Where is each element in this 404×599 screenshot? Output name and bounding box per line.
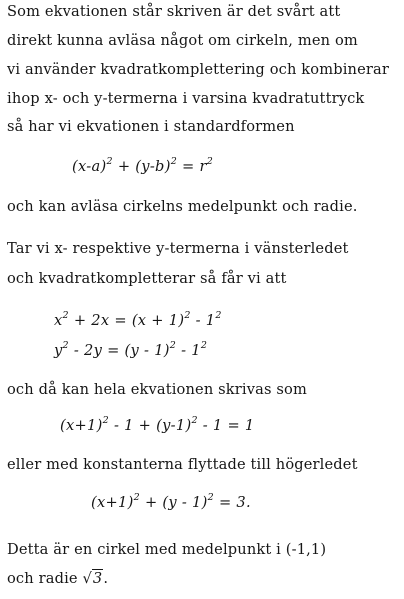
exponent: 2	[133, 492, 140, 504]
term: + (y - 1)	[140, 494, 208, 511]
exponent: 2	[207, 492, 214, 504]
equation-x	[54, 312, 222, 330]
text-line: och radie	[7, 570, 78, 587]
exponent: 2	[215, 310, 222, 322]
term: y	[54, 342, 63, 359]
square-root	[82, 570, 103, 588]
conclusion-radius-line	[7, 570, 108, 588]
term: = r	[182, 158, 207, 175]
exponent: 2	[62, 310, 69, 322]
sqrt-symbol: √	[82, 570, 92, 587]
term: - 2y = (y - 1)	[68, 342, 170, 359]
term: (x-a)	[72, 158, 107, 175]
equation-full	[60, 417, 255, 435]
text-line: Tar vi x- respektive y-termerna i vänsterledet	[7, 240, 349, 257]
term: - 1 = 1	[197, 417, 255, 434]
exponent: 2	[170, 156, 178, 168]
exponent: 2	[102, 415, 109, 427]
term: - 1 + (y-1)	[109, 417, 192, 434]
exponent: 2	[191, 415, 198, 427]
term: = 3.	[214, 494, 251, 511]
term: (x+1)	[91, 494, 134, 511]
period: .	[103, 570, 109, 587]
text-line: Som ekvationen står skriven är det svårt att	[7, 3, 341, 20]
text-line: direkt kunna avläsa något om cirkeln, men om	[7, 32, 358, 49]
equation-y	[54, 342, 207, 360]
text-line: Detta är en cirkel med medelpunkt i (-1,1)	[7, 541, 327, 558]
text-line: vi använder kvadratkomplettering och kombinerar	[7, 61, 389, 78]
text-line: och kvadratkompletterar så får vi att	[7, 270, 287, 287]
equation-final	[91, 494, 251, 512]
exponent: 2	[62, 340, 69, 352]
text-line: och kan avläsa cirkelns medelpunkt och radie.	[7, 198, 358, 215]
exponent: 2	[200, 340, 208, 352]
term: (x+1)	[60, 417, 103, 434]
radicand: 3	[92, 570, 103, 587]
term: + 2x = (x + 1)	[68, 312, 185, 329]
exponent: 2	[106, 156, 113, 168]
term: + (y-b)	[117, 158, 171, 175]
exponent: 2	[206, 156, 214, 168]
exponent: 2	[184, 310, 191, 322]
equation-standard-form	[72, 158, 213, 176]
exponent: 2	[169, 340, 177, 352]
text-line: och då kan hela ekvationen skrivas som	[7, 381, 307, 398]
term: - 1	[190, 312, 216, 329]
text-line: så har vi ekvationen i standardformen	[7, 118, 295, 135]
text-line: eller med konstanterna flyttade till högerledet	[7, 456, 358, 473]
text-line: ihop x- och y-termerna i varsina kvadratuttryck	[7, 90, 365, 107]
term: - 1	[176, 342, 201, 359]
term: x	[54, 312, 63, 329]
